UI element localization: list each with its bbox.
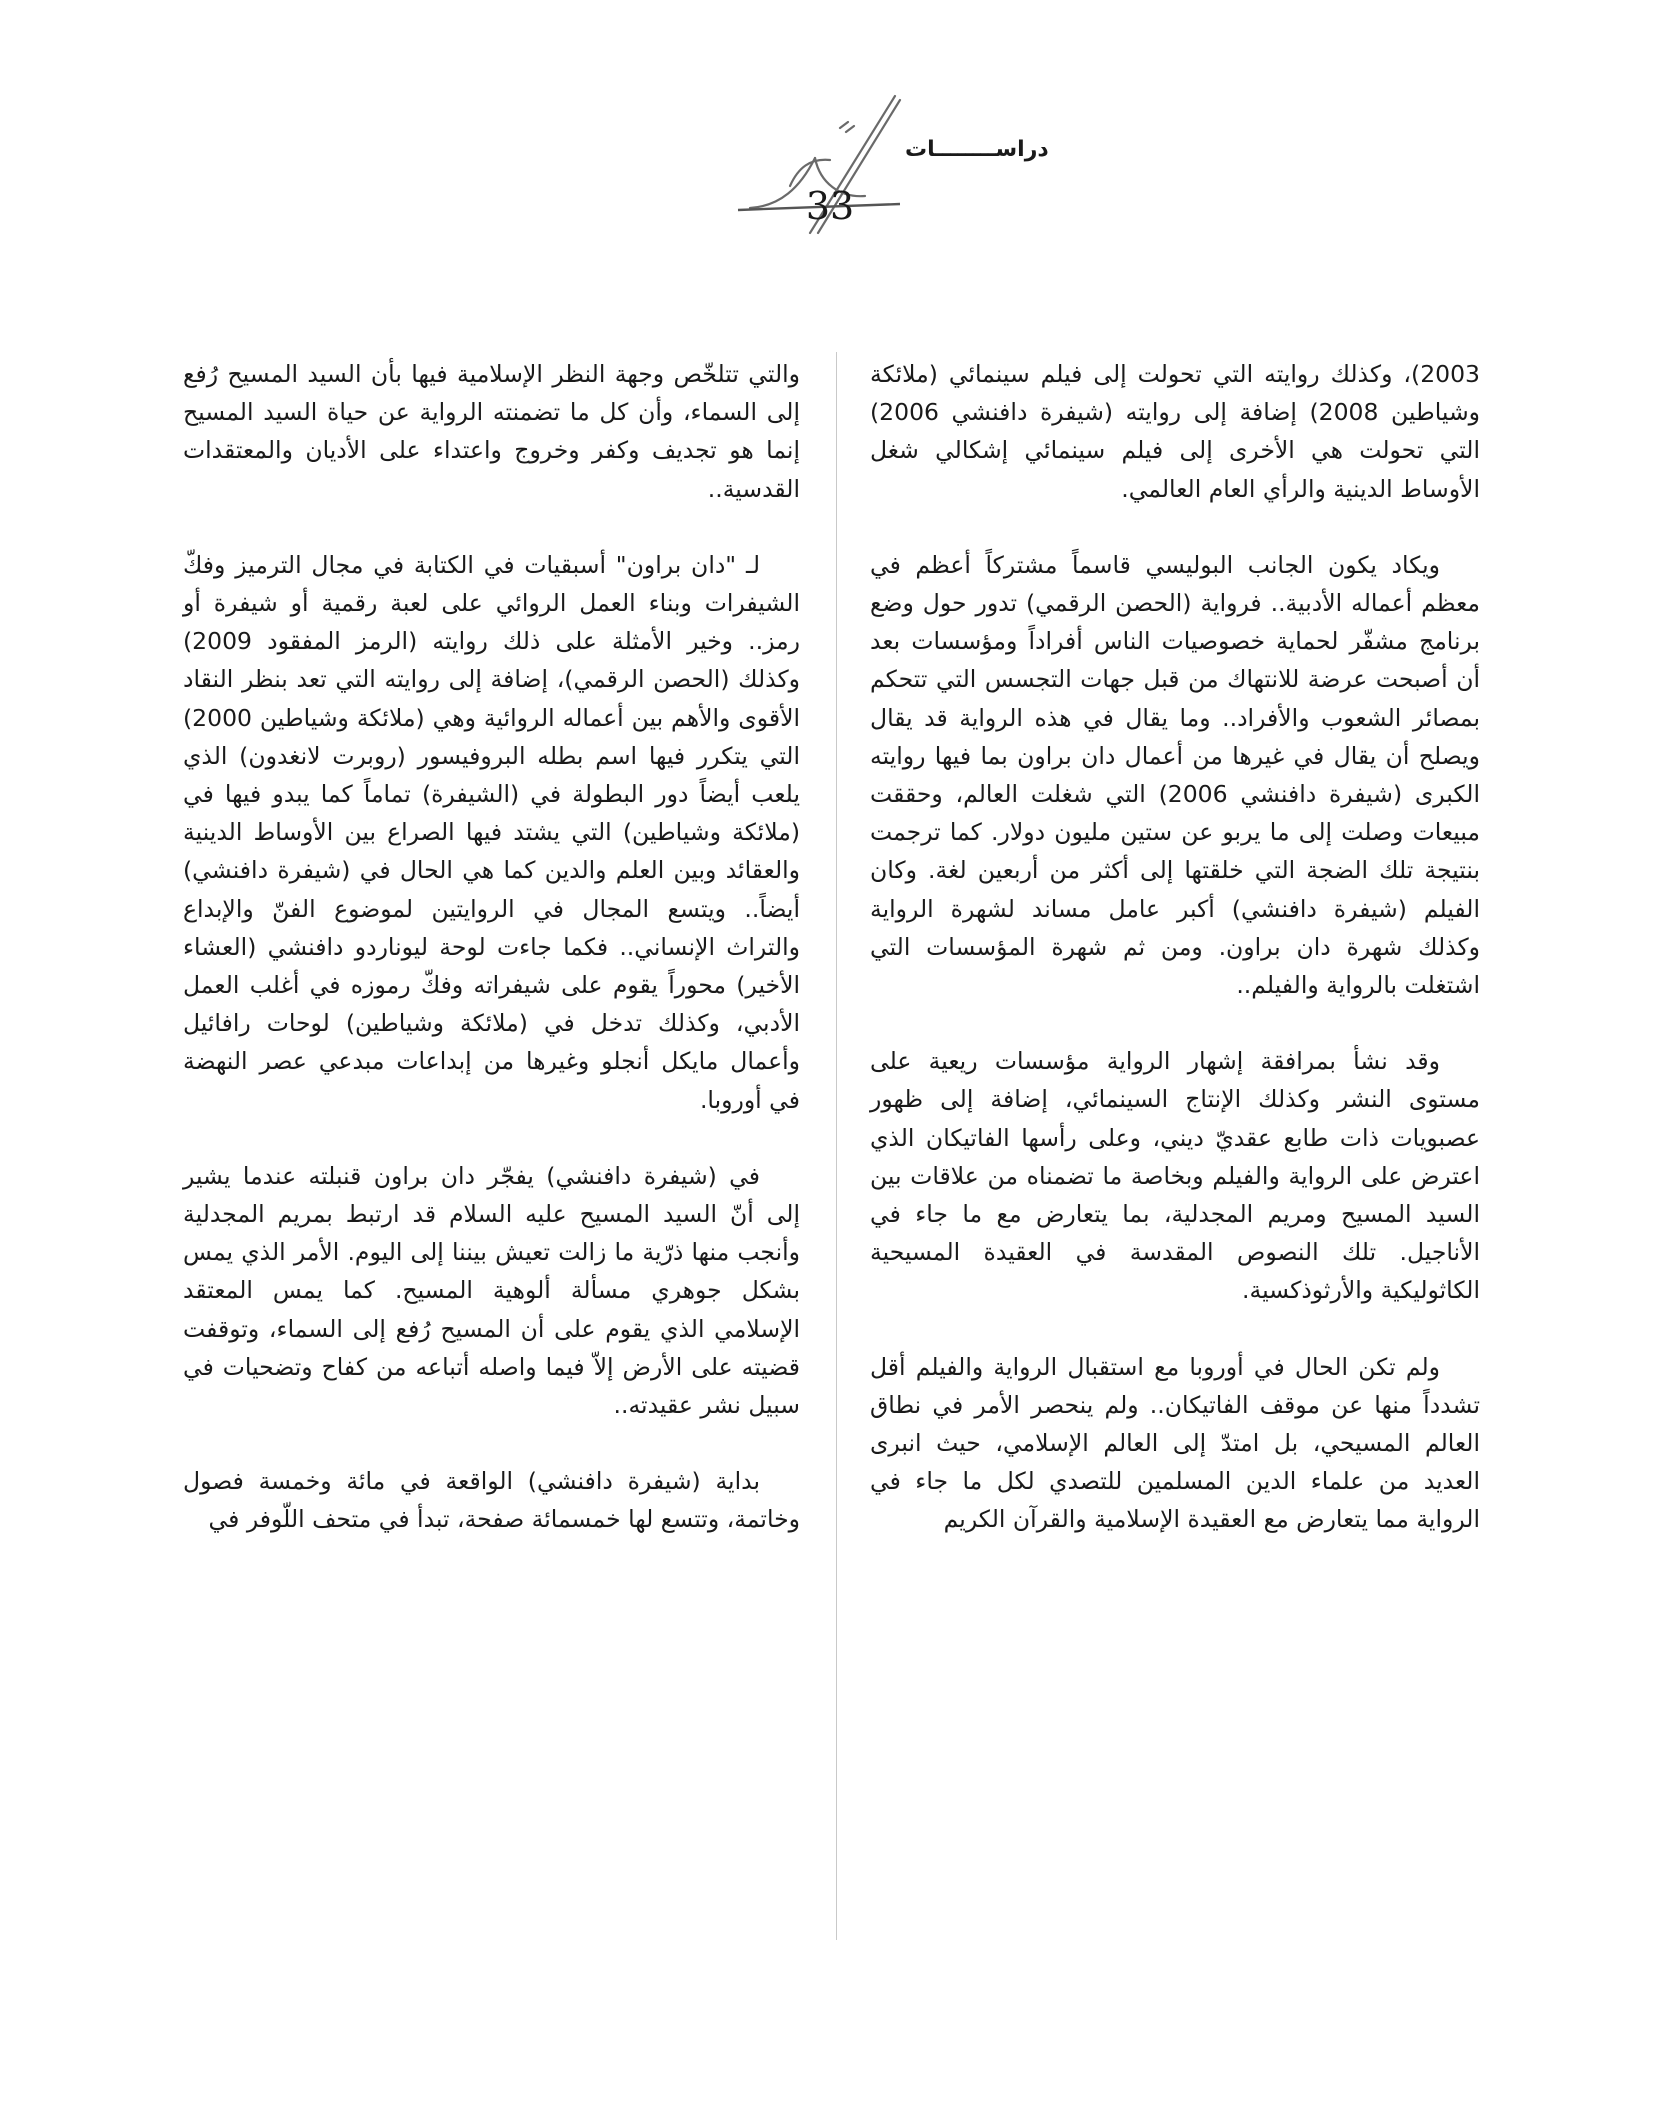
page-number: 33: [805, 184, 855, 228]
paragraph: ويكاد يكون الجانب البوليسي قاسماً مشتركاً أعظم في معظم أعماله الأدبية.. فرواية (الحصن الرقمي) تدور حول وضع برنامج مشفّر لحماية خصوصيات الناس أفراداً ومؤسسات بعد أن أصبحت عرضة للانتهاك من قبل جهات التجسس التي تتحكم بمصائر الشعوب والأفراد.. وما يقال في هذه الرواية قد يقال ويصلح أن يقال في غيرها من أعمال دان براون بما فيها روايته الكبرى (شيفرة دافنشي 2006) التي شغلت العالم، وحققت مبيعات وصلت إلى ما يربو عن ستين مليون دولار. كما ترجمت بنتيجة تلك الضجة التي خلقتها إلى أكثر من أربعين لغة. وكان الفيلم (شيفرة دافنشي) أكبر عامل مساند لشهرة الرواية وكذلك شهرة دان براون. ومن ثم شهرة المؤسسات التي اشتغلت بالرواية والفيلم..: [870, 550, 1480, 1000]
left-column: [183, 355, 800, 1577]
column-divider: [836, 352, 837, 1940]
section-label: دراســــــــات: [905, 137, 1049, 162]
paragraph: 2003)، وكذلك روايته التي تحولت إلى فيلم سينمائي (ملائكة وشياطين 2008) إضافة إلى روايته (شيفرة دافنشي 2006) التي تحولت هي الأخرى إلى فيلم سينمائي إشكالي شغل الأوساط الدينية والرأي العام العالمي.: [870, 360, 1480, 503]
paragraph: والتي تتلخّص وجهة النظر الإسلامية فيها بأن السيد المسيح رُفع إلى السماء، وأن كل ما تضمنته الرواية عن حياة السيد المسيح إنما هو تجديف وكفر وخروج واعتداء على الأديان والمعتقدات القدسية..: [183, 360, 800, 503]
paragraph: لـ "دان براون" أسبقيات في الكتابة في مجال الترميز وفكّ الشيفرات وبناء العمل الروائي على لعبة رقمية أو شيفرة أو رمز.. وخير الأمثلة على ذلك روايته (الرمز المفقود 2009) وكذلك (الحصن الرقمي)، إضافة إلى روايته التي تعد بنظر النقاد الأقوى والأهم بين أعماله الروائية وهي (ملائكة وشياطين 2000) التي يتكرر فيها اسم بطله البروفيسور (روبرت لانغدون) الذي يلعب أيضاً دور البطولة في (الشيفرة) تماماً كما يبدو فيها في (ملائكة وشياطين) التي يشتد فيها الصراع بين الأوساط الدينية والعقائد وبين العلم والدين كما هي الحال في (شيفرة دافنشي) أيضاً.. ويتسع المجال في الروايتين لموضوع الفنّ والإبداع والتراث الإنساني.. فكما جاءت لوحة ليوناردو دافنشي (العشاء الأخير) محوراً يقوم على شيفراته وفكّ رموزه في أغلب العمل الأدبي، وكذلك تدخل في (ملائكة وشياطين) لوحات رافائيل وأعمال مايكل أنجلو وغيرها من إبداعات مبدعي عصر النهضة في أوروبا.: [183, 550, 800, 1114]
right-column: [870, 355, 1480, 1577]
paragraph: ولم تكن الحال في أوروبا مع استقبال الرواية والفيلم أقل تشدداً منها عن موقف الفاتيكان.. ولم ينحصر الأمر في نطاق العالم المسيحي، بل امتدّ إلى العالم الإسلامي، حيث انبرى العديد من علماء الدين المسلمين للتصدي لكل ما جاء في الرواية مما يتعارض مع العقيدة الإسلامية والقرآن الكريم: [870, 1352, 1480, 1534]
page-header: [0, 0, 1654, 260]
paragraph: في (شيفرة دافنشي) يفجّر دان براون قنبلته عندما يشير إلى أنّ السيد المسيح عليه السلام قد ارتبط بمريم المجدلية وأنجب منها ذرّية ما زالت تعيش بيننا إلى اليوم. الأمر الذي يمس بشكل جوهري مسألة ألوهية المسيح. كما يمس المعتقد الإسلامي الذي يقوم على أن المسيح رُفع إلى السماء، وتوقفت قضيته على الأرض إلاّ فيما واصله أتباعه من كفاح وتضحيات في سبيل نشر عقيدته..: [183, 1161, 800, 1420]
paragraph: وقد نشأ بمرافقة إشهار الرواية مؤسسات ريعية على مستوى النشر وكذلك الإنتاج السينمائي، إضافة إلى ظهور عصبويات ذات طابع عقديّ ديني، وعلى رأسها الفاتيكان الذي اعترض على الرواية والفيلم وبخاصة ما تضمناه من علاقات بين السيد المسيح ومريم المجدلية، بما يتعارض مع ما جاء في الأناجيل. تلك النصوص المقدسة في العقيدة المسيحية الكاثوليكية والأرثوذكسية.: [870, 1047, 1480, 1305]
paragraph: بداية (شيفرة دافنشي) الواقعة في مائة وخمسة فصول وخاتمة، وتتسع لها خمسمائة صفحة، تبدأ في متحف اللّوفر في: [183, 1467, 800, 1534]
